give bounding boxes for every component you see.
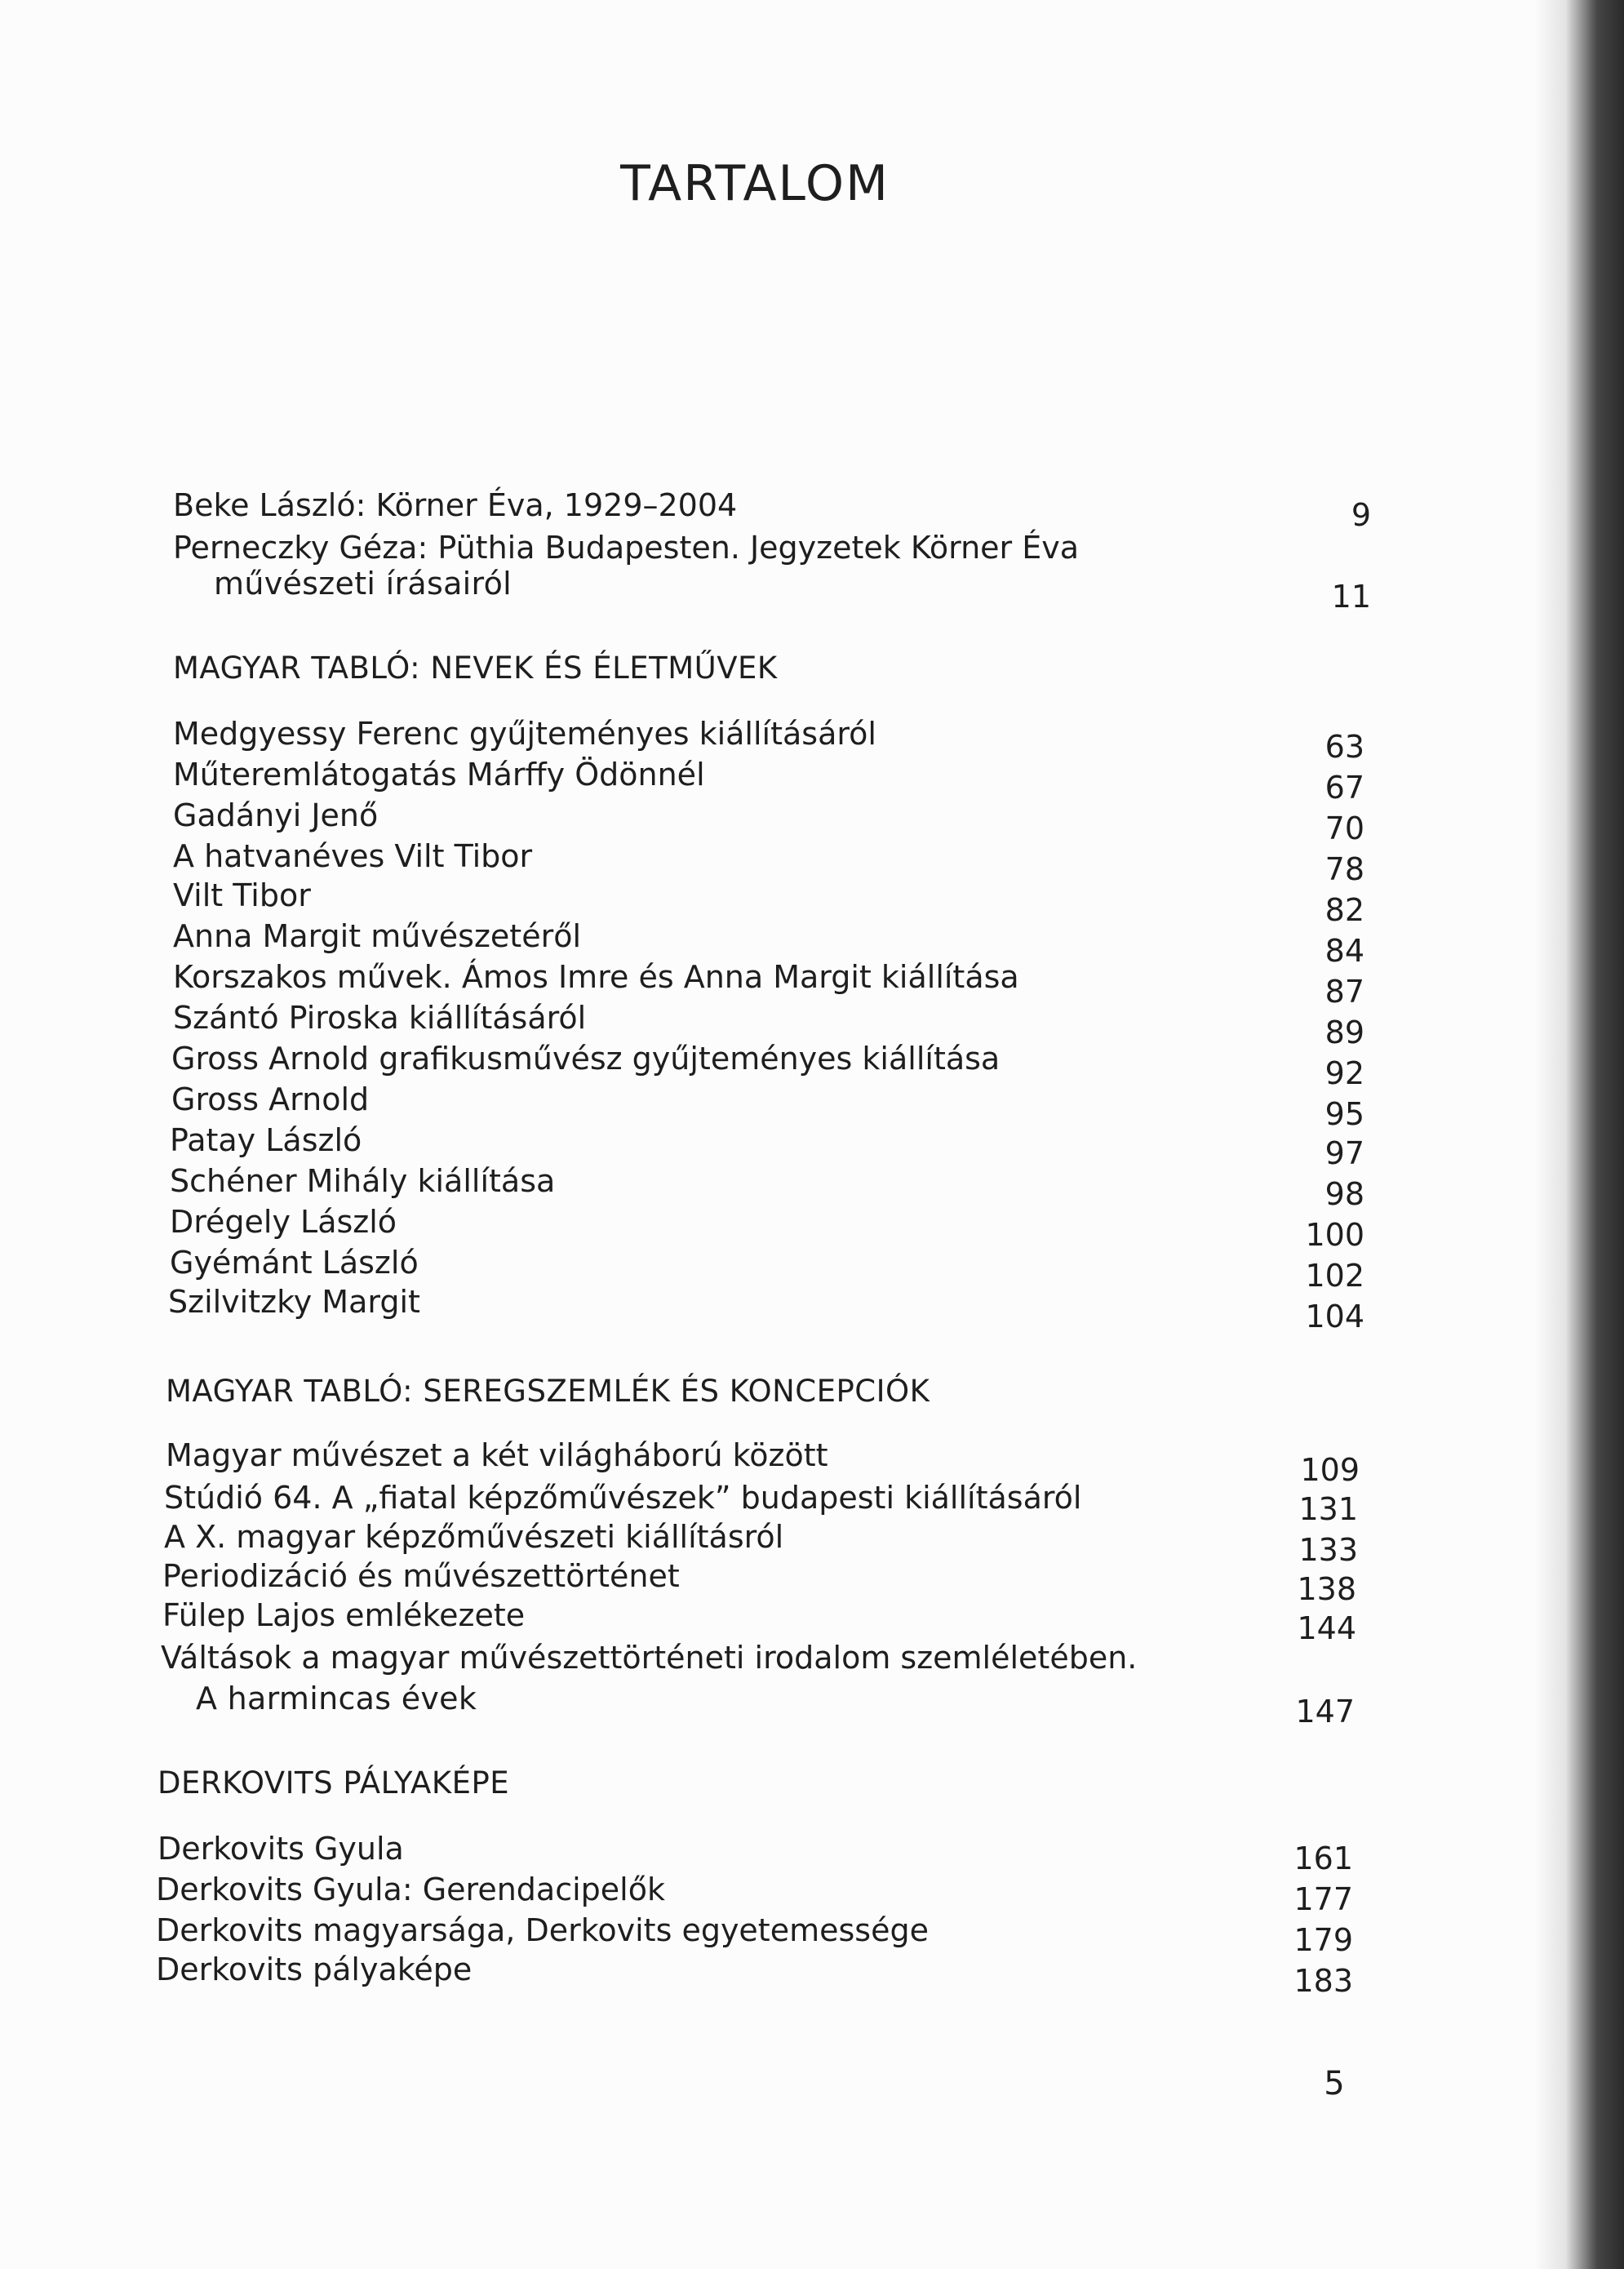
toc-entry-title: Gadányi Jenő — [173, 797, 379, 833]
toc-entry-page-number: 70 — [1324, 810, 1364, 846]
toc-entry-page-number: 104 — [1305, 1299, 1364, 1334]
toc-entry-page-number: 92 — [1324, 1055, 1364, 1091]
toc-entry-page-number: 82 — [1324, 892, 1364, 928]
toc-entry-title: Gross Arnold — [171, 1081, 370, 1117]
toc-entry-page-number: 102 — [1305, 1258, 1364, 1294]
toc-entry-title: Patay László — [170, 1122, 362, 1158]
toc-entry-page-number: 89 — [1324, 1015, 1364, 1050]
toc-entry-page-number: 100 — [1305, 1217, 1364, 1253]
book-spine-shadow — [1534, 0, 1624, 2269]
toc-entry-page-number: 98 — [1324, 1176, 1364, 1212]
toc-entry-title: Drégely László — [170, 1204, 397, 1240]
toc-entry-page-number: 67 — [1324, 770, 1364, 806]
toc-entry-page-number: 84 — [1324, 933, 1364, 969]
toc-entry-page-number: 11 — [1331, 579, 1371, 615]
toc-entry-title: Derkovits Gyula — [158, 1831, 404, 1867]
toc-entry-title: Perneczky Géza: Püthia Budapesten. Jegyzetek Körner Éva — [173, 530, 1080, 566]
toc-entry-title: Derkovits Gyula: Gerendacipelők — [156, 1872, 665, 1907]
section-heading: MAGYAR TABLÓ: SEREGSZEMLÉK ÉS KONCEPCIÓK — [166, 1374, 930, 1409]
toc-entry-title: Váltások a magyar művészettörténeti irodalom szemléletében. — [161, 1640, 1138, 1676]
toc-entry-title: Anna Margit művészetéről — [173, 918, 582, 954]
toc-entry-page-number: 87 — [1324, 974, 1364, 1010]
toc-entry-title: Medgyessy Ferenc gyűjteményes kiállításáról — [173, 716, 876, 752]
toc-entry-page-number: 109 — [1300, 1452, 1360, 1488]
toc-entry-page-number: 131 — [1298, 1491, 1358, 1527]
toc-entry-page-number: 78 — [1324, 851, 1364, 887]
toc-entry-title: A hatvanéves Vilt Tibor — [173, 838, 533, 874]
toc-entry-title: Schéner Mihály kiállítása — [170, 1163, 556, 1199]
toc-entry-page-number: 95 — [1324, 1096, 1364, 1132]
toc-entry-title: Szilvitzky Margit — [168, 1284, 420, 1320]
toc-entry-page-number: 179 — [1293, 1922, 1353, 1958]
toc-entry-title: Derkovits magyarsága, Derkovits egyetemessége — [156, 1912, 929, 1948]
toc-entry-title-continuation: művészeti írásairól — [214, 566, 512, 602]
page-number: 5 — [1324, 2065, 1345, 2102]
toc-entry-page-number: 9 — [1351, 497, 1371, 533]
toc-entry-title: Fülep Lajos emlékezete — [162, 1597, 526, 1633]
toc-entry-title: Gross Arnold grafikusművész gyűjteményes kiállítása — [171, 1041, 1001, 1077]
section-heading: MAGYAR TABLÓ: NEVEK ÉS ÉLETMŰVEK — [173, 651, 778, 686]
toc-entry-title: Gyémánt László — [170, 1245, 419, 1281]
toc-entry-title: Szántó Piroska kiállításáról — [173, 1000, 587, 1036]
toc-entry-page-number: 138 — [1297, 1571, 1356, 1607]
toc-entry-page-number: 183 — [1293, 1963, 1353, 1999]
page-title: TARTALOM — [620, 155, 890, 212]
toc-entry-title: Stúdió 64. A „fiatal képzőművészek” budapesti kiállításáról — [164, 1480, 1082, 1516]
section-heading: DERKOVITS PÁLYAKÉPE — [158, 1765, 510, 1801]
toc-entry-title: Vilt Tibor — [173, 877, 311, 913]
toc-entry-page-number: 133 — [1298, 1532, 1358, 1568]
toc-entry-title: Periodizáció és művészettörténet — [162, 1558, 680, 1594]
toc-entry-title: Korszakos művek. Ámos Imre és Anna Margit kiállítása — [173, 959, 1019, 995]
toc-entry-page-number: 63 — [1324, 729, 1364, 765]
toc-entry-page-number: 161 — [1293, 1841, 1353, 1876]
toc-entry-page-number: 97 — [1324, 1135, 1364, 1171]
toc-entry-title: Derkovits pályaképe — [156, 1952, 473, 1987]
toc-entry-title: Magyar művészet a két világháború között — [166, 1437, 828, 1473]
toc-entry-page-number: 144 — [1297, 1610, 1356, 1646]
toc-entry-page-number: 177 — [1293, 1881, 1353, 1917]
toc-entry-title: A X. magyar képzőművészeti kiállításról — [164, 1519, 784, 1555]
toc-entry-title: Beke László: Körner Éva, 1929–2004 — [173, 487, 738, 523]
toc-entry-page-number: 147 — [1295, 1694, 1355, 1730]
toc-entry-title-continuation: A harmincas évek — [196, 1681, 477, 1716]
toc-entry-title: Műteremlátogatás Márffy Ödönnél — [173, 757, 705, 793]
